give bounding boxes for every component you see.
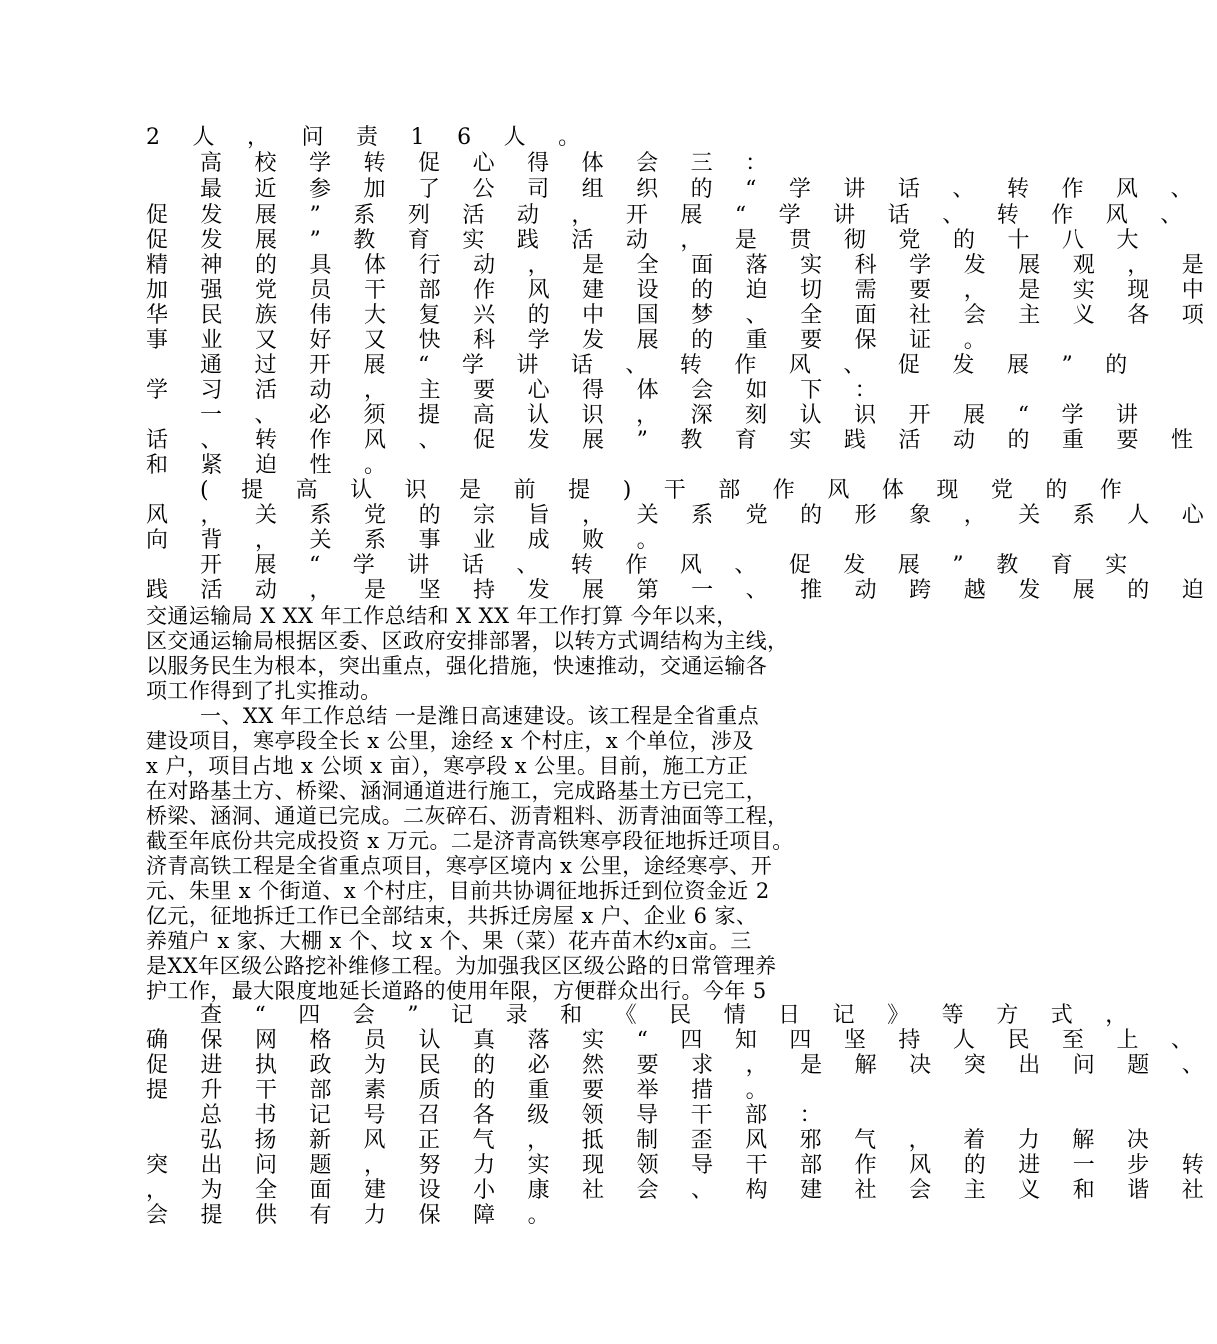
text-line: 亿元，征地拆迁工作已全部结束，共拆迁房屋 x 户、企业 6 家、 (146, 904, 758, 928)
text-line: 济青高铁工程是全省重点项目，寒亭区境内 x 公里，途经寒亭、开 (146, 854, 773, 878)
text-line: 突 出 问 题 ， 努 力 实 现 领 导 干 部 作 风 的 进 一 步 转 (146, 1153, 1217, 1178)
text-line: 确 保 网 格 员 认 真 落 实 “ 四 知 四 坚 持 人 民 至 上 、 (146, 1028, 1206, 1053)
text-line: 总 书 记 号 召 各 级 领 导 干 部 ： (200, 1103, 835, 1128)
text-line: 项工作得到了扎实推动。 (146, 679, 382, 703)
text-line: 和 紧 迫 性 。 (146, 453, 399, 478)
text-line: 会 提 供 有 力 保 障 。 (146, 1203, 563, 1228)
text-line: 截至年底份共完成投资 x 万元。二是济青高铁寒亭段征地拆迁项目。 (146, 829, 794, 853)
text-line: 华 民 族 伟 大 复 兴 的 中 国 梦 、 全 面 社 会 主 义 各 项 (146, 303, 1217, 328)
text-line: 加 强 党 员 干 部 作 风 建 设 的 迫 切 需 要 ， 是 实 现 中 (146, 278, 1217, 303)
text-line: 元、朱里 x 个街道、x 个村庄，目前共协调征地拆迁到位资金近 2 (146, 879, 770, 903)
text-line: 提 升 干 部 素 质 的 重 要 举 措 。 (146, 1078, 781, 1103)
text-line: 建设项目，寒亭段全长 x 公里，途经 x 个村庄，x 个单位，涉及 (146, 729, 754, 753)
text-line: 通 过 开 展 “ 学 讲 话 、 转 作 风 、 促 发 展 ” 的 (200, 353, 1140, 378)
text-line: 护工作，最大限度地延长道路的使用年限，方便群众出行。今年 5 (146, 979, 767, 1003)
text-line: 区交通运输局根据区委、区政府安排部署，以转方式调结构为主线， (146, 629, 789, 653)
text-line: 交通运输局 X XX 年工作总结和 X XX 年工作打算 今年以来， (146, 604, 738, 628)
text-line: 一、XX 年工作总结 一是潍日高速建设。该工程是全省重点 (200, 704, 760, 728)
text-line: 弘 扬 新 风 正 气 ， 抵 制 歪 风 邪 气 ， 着 力 解 决 (200, 1128, 1162, 1153)
text-line: ( 提 高 认 识 是 前 提 ) 干 部 作 风 体 现 党 的 作 (200, 478, 1135, 503)
text-line: 以服务民生为根本，突出重点，强化措施，快速推动，交通运输各 (146, 654, 768, 678)
text-line: 高 校 学 转 促 心 得 体 会 三 ： (200, 151, 780, 176)
text-line: 查 “ 四 会 ” 记 录 和 《 民 情 日 记 》 等 方 式 ， (200, 1003, 1140, 1028)
text-line: 促 进 执 政 为 民 的 必 然 要 求 ， 是 解 决 突 出 问 题 、 (146, 1053, 1217, 1078)
text-line: 促 发 展 ” 系 列 活 动 ， 开 展 “ 学 讲 话 、 转 作 风 、 (146, 203, 1196, 228)
text-line: 精 神 的 具 体 行 动 ， 是 全 面 落 实 科 学 发 展 观 ， 是 (146, 253, 1217, 278)
text-line: 学 习 活 动 ， 主 要 心 得 体 会 如 下 ： (146, 378, 890, 403)
text-line: 话 、 转 作 风 、 促 发 展 ” 教 育 实 践 活 动 的 重 要 性 (146, 428, 1206, 453)
text-line: 一 、 必 须 提 高 认 识 ， 深 刻 认 识 开 展 “ 学 讲 (200, 403, 1151, 428)
text-line: x 户，项目占地 x 公顷 x 亩），寒亭段 x 公里。目前，施工方正 (146, 754, 749, 778)
text-line: 是XX年区级公路挖补维修工程。为加强我区区级公路的日常管理养 (146, 954, 777, 978)
text-line: 事 业 又 好 又 快 科 学 发 展 的 重 要 保 证 。 (146, 328, 999, 353)
text-line: 开 展 “ 学 讲 话 、 转 作 风 、 促 发 展 ” 教 育 实 (200, 553, 1140, 578)
text-line: 践 活 动 ， 是 坚 持 发 展 第 一 、 推 动 跨 越 发 展 的 迫 (146, 578, 1217, 603)
text-line: 向 背 ， 关 系 事 业 成 败 。 (146, 528, 672, 553)
text-line: 促 发 展 ” 教 育 实 践 活 动 ， 是 贯 彻 党 的 十 八 大 (146, 228, 1152, 253)
text-line: 桥梁、涵洞、通道已完成。二灰碎石、沥青粗料、沥青油面等工程， (146, 804, 789, 828)
text-line: 最 近 参 加 了 公 司 组 织 的 “ 学 讲 话 、 转 作 风 、 (200, 177, 1206, 202)
text-line: 养殖户 x 家、大棚 x 个、坟 x 个、果（菜）花卉苗木约x亩。三 (146, 929, 752, 953)
text-line: ， 为 全 面 建 设 小 康 社 会 、 构 建 社 会 主 义 和 谐 社 (146, 1178, 1217, 1203)
text-line: 在对路基土方、桥梁、涵洞通道进行施工，完成路基土方已完工， (146, 779, 768, 803)
text-line: 2 人 ， 问 责 1 6 人 。 (146, 125, 593, 150)
text-line: 风 ， 关 系 党 的 宗 旨 ， 关 系 党 的 形 象 ， 关 系 人 心 (146, 503, 1217, 528)
